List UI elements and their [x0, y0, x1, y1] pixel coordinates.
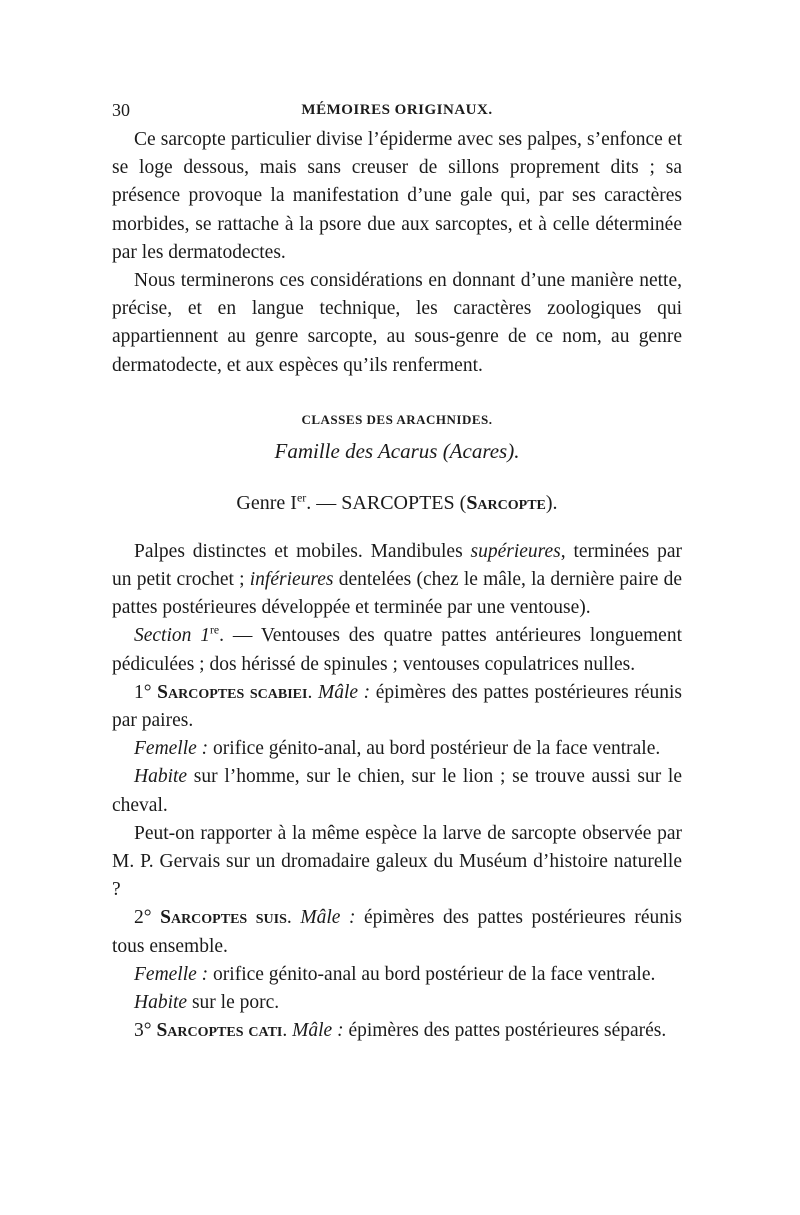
- male-label: Mâle :: [317, 681, 371, 703]
- species-scabiei-female: [112, 735, 682, 763]
- running-title: MÉMOIRES ORIGINAUX.: [301, 102, 493, 118]
- genus-suffix: ).: [545, 491, 558, 514]
- running-head: [112, 100, 682, 128]
- species-cati-male: 3° Sarcoptes cati. Mâle : épimères des pattes postérieures séparés.: [134, 1020, 667, 1042]
- species-suis-habitat: [112, 989, 682, 1017]
- section-text: . — Ventouses des quatre pattes antérieures longuement pédiculées ; dos hérissé de spinules ; ventouses copulatrices nulles.: [112, 625, 682, 675]
- species-name: Sarcoptes scabiei: [157, 681, 308, 703]
- family-heading: Famille des Acarus (Acares).: [274, 438, 520, 463]
- habitat-text: sur l’homme, sur le chien, sur le lion ; se trouve aussi sur le cheval.: [112, 766, 682, 816]
- genus-desc-term: supérieures: [470, 540, 561, 562]
- male-label: Mâle :: [292, 1020, 344, 1042]
- male-text: épimères des pattes postérieures réunis par paires.: [112, 681, 682, 732]
- species-suis-male: 2° Sarcoptes suis. Mâle : épimères des pattes postérieures réunis tous ensemble.: [112, 907, 682, 957]
- classes-heading: CLASSES DES ARACHNIDES.: [301, 411, 493, 427]
- species-suis-female: [112, 961, 682, 989]
- genus-common-name: Sarcopte: [466, 491, 546, 514]
- paragraph-question: Peut-on rapporter à la même espèce la larve de sarcopte observée par M. P. Gervais sur un dromadaire galeux du Muséum d’histoire naturelle ?: [112, 822, 682, 901]
- habitat-label: Habite: [134, 992, 188, 1014]
- habitat-label: Habite: [134, 766, 188, 788]
- species-name: Sarcoptes cati: [156, 1020, 283, 1042]
- male-label: Mâle :: [300, 907, 356, 929]
- female-label: Femelle :: [134, 963, 209, 985]
- habitat-text: sur le porc.: [187, 992, 280, 1014]
- male-text: épimères des pattes postérieures séparés.: [343, 1020, 667, 1042]
- female-text: orifice génito-anal au bord postérieur de la face ventrale.: [208, 963, 656, 985]
- genus-prefix: Genre I: [236, 491, 297, 514]
- genus-desc-text: , terminées par un petit crochet ;: [112, 540, 683, 591]
- species-name: Sarcoptes suis: [160, 907, 287, 929]
- species-number: 1°: [134, 681, 158, 703]
- species-scabiei-male: 1° Sarcoptes scabiei. Mâle : épimères des pattes postérieures réunis par paires.: [112, 681, 682, 732]
- species-scabiei-habitat: [112, 763, 682, 819]
- species-number: 3°: [134, 1020, 157, 1042]
- genus-description: [112, 538, 682, 623]
- page-number: 30: [112, 100, 130, 120]
- male-text: épimères des pattes postérieures réunis tous ensemble.: [112, 907, 682, 957]
- genus-desc-text: dentelées (chez le mâle, la dernière paire de pattes postérieures développée et terminée par une ventouse).: [112, 569, 683, 619]
- genus-desc-text: Palpes distinctes et mobiles. Mandibules: [134, 540, 471, 562]
- section-one: [112, 622, 682, 678]
- genus-heading: [112, 488, 682, 518]
- species-number: 2°: [134, 907, 161, 929]
- section-label: Section 1: [134, 625, 211, 647]
- female-text: orifice génito-anal, au bord postérieur de la face ventrale.: [208, 738, 661, 760]
- genus-ordinal: er: [296, 490, 307, 505]
- section-ordinal: re: [210, 623, 220, 637]
- paragraph-summary: Nous terminerons ces considérations en donnant d’une manière nette, précise, et en langue technique, les caractères zoologiques qui appartiennent au genre sarcopte, au sous-genre de ce nom, au genre dermatodecte, et aux espèces qu’ils renferment.: [112, 270, 682, 376]
- genus-name: . — SARCOPTES (: [306, 491, 467, 514]
- genus-desc-term: inférieures: [249, 569, 334, 591]
- female-label: Femelle :: [134, 738, 209, 760]
- page-body: [112, 126, 682, 1045]
- paragraph-intro: Ce sarcopte particulier divise l’épiderme avec ses palpes, s’enfonce et se loge dessous, mais sans creuser de sillons proprement dits ; sa présence provoque la manifestation d’une gale qui, par ses caractères morbides, se rattache à la psore due aux sarcoptes, et à celle déterminée par les dermatodectes.: [112, 129, 682, 263]
